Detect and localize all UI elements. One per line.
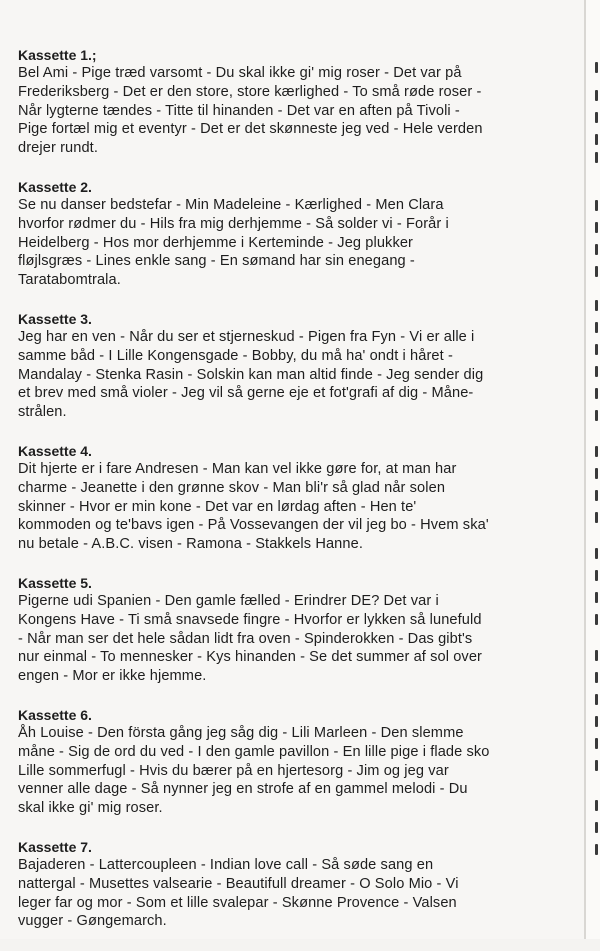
song-list-line: nu betale - A.B.C. visen - Ramona - Stakkels Hanne. [18, 536, 363, 553]
song-list-line: drejer rundt. [18, 140, 98, 157]
clipped-text-fragment [595, 614, 598, 625]
clipped-text-fragment [595, 822, 598, 833]
clipped-text-fragment [595, 366, 598, 377]
song-list-line: Mandalay - Stenka Rasin - Solskin kan man altid finde - Jeg sender dig [18, 366, 484, 383]
clipped-text-fragment [595, 62, 598, 73]
adjacent-panel-edge [586, 0, 600, 939]
cassette-heading: Kassette 4. [18, 442, 92, 459]
clipped-text-fragment [595, 300, 598, 311]
clipped-text-fragment [595, 200, 598, 211]
clipped-text-fragment [595, 672, 598, 683]
clipped-text-fragment [595, 322, 598, 333]
cassette-heading: Kassette 3. [18, 310, 92, 327]
cassette-heading: Kassette 7. [18, 838, 92, 855]
song-list-line: strålen. [18, 404, 67, 421]
cassette-section [18, 46, 540, 158]
song-list-line: Bajaderen - Lattercoupleen - Indian love call - Så søde sang en [18, 856, 434, 873]
song-list-line: Bel Ami - Pige træd varsomt - Du skal ikke gi' mig roser - Det var på [18, 65, 462, 81]
song-list-line: nattergal - Musettes valsearie - Beautifull dreamer - O Solo Mio - Vi [18, 875, 459, 892]
clipped-text-fragment [595, 468, 598, 479]
song-list-line: hvorfor rødmer du - Hils fra mig derhjemme - Så solder vi - Forår i [18, 215, 449, 232]
clipped-text-fragment [595, 266, 598, 277]
song-list-line: engen - Mor er ikke hjemme. [18, 668, 207, 685]
song-list-line: Dit hjerte er i fare Andresen - Man kan vel ikke gøre for, at man har [18, 460, 457, 477]
clipped-text-fragment [595, 134, 598, 145]
clipped-text-fragment [595, 344, 598, 355]
cassette-heading: Kassette 6. [18, 706, 92, 723]
song-list-line: Når lygterne tændes - Titte til hinanden - Det var en aften på Tivoli - [18, 102, 460, 119]
cassette-section [18, 838, 540, 931]
cassette-section [18, 574, 540, 686]
clipped-text-fragment [595, 222, 598, 233]
cassette-section [18, 706, 540, 818]
song-list-line: Taratabomtrala. [18, 272, 121, 289]
song-list-line: måne - Sig de ord du ved - I den gamle pavillon - En lille pige i flade sko [18, 743, 490, 760]
clipped-text-fragment [595, 760, 598, 771]
song-list-line: Frederiksberg - Det er den store, store kærlighed - To små røde roser - [18, 83, 482, 100]
song-list-line: skinner - Hvor er min kone - Det var en lørdag aften - Hen te' [18, 498, 417, 515]
song-list-line: Åh Louise - Den första gång jeg såg dig - Lili Marleen - Den slemme [18, 724, 464, 741]
clipped-text-fragment [595, 388, 598, 399]
song-list-line: kommoden og te'bavs igen - På Vossevangen der vil jeg bo - Hvem ska' [18, 517, 489, 534]
clipped-text-fragment [595, 800, 598, 811]
clipped-text-fragment [595, 90, 598, 101]
song-list-line: nur einmal - To mennesker - Kys hinanden - Se det summer af sol over [18, 649, 483, 666]
track-listing [18, 46, 540, 951]
clipped-text-fragment [595, 694, 598, 705]
cassette-heading: Kassette 5. [18, 574, 92, 591]
clipped-text-fragment [595, 738, 598, 749]
song-list-line: Heidelberg - Hos mor derhjemme i Kerteminde - Jeg plukker [18, 234, 414, 251]
cassette-section [18, 310, 540, 422]
clipped-text-fragment [595, 570, 598, 581]
song-list-line: Se nu danser bedstefar - Min Madeleine - Kærlighed - Men Clara [18, 196, 444, 213]
cassette-section [18, 442, 540, 554]
song-list-line: skal ikke gi' mig roser. [18, 800, 163, 817]
clipped-text-fragment [595, 592, 598, 603]
song-list-line: fløjlsgræs - Lines enkle sang - En sømand har sin enegang - [18, 253, 415, 270]
cassette-heading: Kassette 1.; [18, 47, 97, 63]
song-list-line: Kongens Have - Ti små snavsede fingre - Hvorfor er lykken så lunefuld [18, 611, 482, 628]
clipped-text-fragment [595, 410, 598, 421]
clipped-text-fragment [595, 844, 598, 855]
clipped-text-fragment [595, 490, 598, 501]
cassette-section [18, 178, 540, 290]
clipped-text-fragment [595, 244, 598, 255]
song-list-line: samme båd - I Lille Kongensgade - Bobby, du må ha' ondt i håret - [18, 347, 453, 364]
song-list-line: leger far og mor - Som et lille svalepar - Skønne Provence - Valsen [18, 894, 457, 911]
song-list-line: venner alle dage - Så nynner jeg en strofe af en gammel melodi - Du [18, 781, 468, 798]
clipped-text-fragment [595, 512, 598, 523]
song-list-line: Pigerne udi Spanien - Den gamle fælled - Erindrer DE? Det var i [18, 592, 439, 609]
song-list-line: charme - Jeanette i den grønne skov - Man bli'r så glad når solen [18, 479, 446, 496]
cassette-heading: Kassette 2. [18, 178, 92, 195]
clipped-text-fragment [595, 716, 598, 727]
clipped-text-fragment [595, 112, 598, 123]
song-list-line: Jeg har en ven - Når du ser et stjerneskud - Pigen fra Fyn - Vi er alle i [18, 328, 475, 345]
song-list-line: et brev med små violer - Jeg vil så gerne eje et fot'grafi af dig - Måne- [18, 385, 474, 402]
clipped-text-fragment [595, 650, 598, 661]
song-list-line: - Når man ser det hele sådan lidt fra oven - Spinderokken - Das gibt's [18, 630, 473, 647]
clipped-text-fragment [595, 548, 598, 559]
song-list-line: Pige fortæl mig et eventyr - Det er det skønneste jeg ved - Hele verden [18, 121, 483, 138]
clipped-text-fragment [595, 446, 598, 457]
song-list-line: Lille sommerfugl - Hvis du bærer på en hjertesorg - Jim og jeg var [18, 762, 449, 779]
clipped-text-fragment [595, 152, 598, 163]
song-list-line: vugger - Gøngemarch. [18, 913, 167, 930]
